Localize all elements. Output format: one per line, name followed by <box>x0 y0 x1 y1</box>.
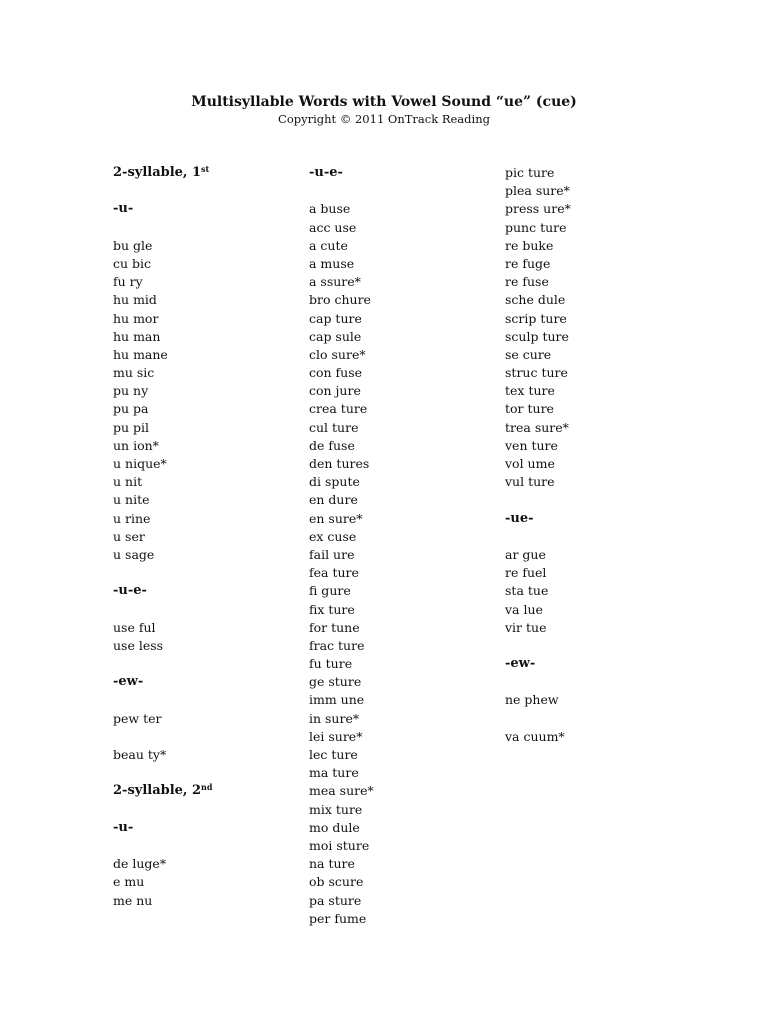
word-text: a buse <box>309 201 351 217</box>
word-text: va lue <box>505 601 543 617</box>
word-text: in sure* <box>309 710 360 726</box>
word-text: mea sure* <box>309 783 374 799</box>
word-text: ne phew <box>505 692 559 708</box>
blank-line <box>505 637 705 655</box>
word-text: beau ty* <box>113 747 167 762</box>
word-text: re fuel <box>505 565 547 581</box>
word-entry <box>113 637 313 655</box>
word-entry <box>113 382 313 400</box>
word-text: lec ture <box>309 747 358 762</box>
word-entry <box>113 455 313 473</box>
section-heading <box>113 782 313 800</box>
word-entry <box>309 782 509 800</box>
word-entry <box>309 801 509 819</box>
word-text: bu gle <box>113 237 153 253</box>
word-text: ob scure <box>309 874 364 890</box>
word-text: cu bic <box>113 255 152 271</box>
blank-line <box>113 655 313 673</box>
section-heading <box>113 582 313 600</box>
word-entry <box>309 437 509 455</box>
word-entry <box>309 673 509 691</box>
word-entry <box>309 219 509 237</box>
section-heading-text: -u-e- <box>309 165 343 180</box>
word-entry <box>113 310 313 328</box>
word-entry <box>113 855 313 873</box>
word-entry <box>113 528 313 546</box>
word-text: ven ture <box>505 437 558 453</box>
word-entry <box>309 837 509 855</box>
word-entry <box>505 255 705 273</box>
word-text: u ser <box>113 528 145 544</box>
word-text: a cute <box>309 237 348 253</box>
word-entry <box>505 291 705 309</box>
blank-line <box>113 182 313 200</box>
word-entry <box>505 219 705 237</box>
word-entry <box>113 237 313 255</box>
word-entry <box>113 437 313 455</box>
word-text: u sage <box>113 546 155 562</box>
word-text: pew ter <box>113 710 162 726</box>
word-entry <box>113 255 313 273</box>
ordinal-suffix: nd <box>201 782 213 793</box>
word-text: va cuum* <box>505 728 565 744</box>
word-text: per fume <box>309 910 367 926</box>
word-column-1 <box>113 164 313 910</box>
word-text: ge sture <box>309 674 362 690</box>
blank-line <box>113 691 313 709</box>
word-text: ex cuse <box>309 528 357 544</box>
word-text: con fuse <box>309 365 363 381</box>
word-entry <box>505 382 705 400</box>
word-text: re fuge <box>505 255 551 271</box>
word-entry <box>309 601 509 619</box>
blank-line <box>113 801 313 819</box>
section-heading <box>505 655 705 673</box>
word-text: pic ture <box>505 165 555 180</box>
word-text: fu ture <box>309 656 353 672</box>
word-entry <box>309 637 509 655</box>
word-entry <box>113 328 313 346</box>
word-text: en dure <box>309 492 358 508</box>
blank-line <box>309 182 509 200</box>
section-heading-text: -ew- <box>113 674 144 690</box>
word-text: a ssure* <box>309 274 361 290</box>
word-text: mu sic <box>113 365 155 381</box>
word-entry <box>113 892 313 910</box>
word-text: plea sure* <box>505 183 570 199</box>
word-text: re fuse <box>505 274 549 290</box>
word-text: na ture <box>309 856 355 872</box>
word-entry <box>309 200 509 218</box>
word-text: u rine <box>113 510 151 526</box>
word-entry <box>113 510 313 528</box>
word-text: punc ture <box>505 219 567 235</box>
word-text: crea ture <box>309 401 368 417</box>
word-entry <box>309 910 509 928</box>
word-entry <box>309 328 509 346</box>
word-text: use less <box>113 637 164 653</box>
word-entry <box>309 346 509 364</box>
word-entry <box>309 400 509 418</box>
word-text: for tune <box>309 619 360 635</box>
word-text: mix ture <box>309 801 363 817</box>
word-entry <box>505 364 705 382</box>
word-text: acc use <box>309 219 357 235</box>
word-entry <box>309 655 509 673</box>
word-text: pu pa <box>113 401 149 417</box>
word-text: vol ume <box>505 456 555 471</box>
word-text: ar gue <box>505 546 546 562</box>
word-entry <box>505 473 705 491</box>
word-entry <box>309 273 509 291</box>
word-text: u nit <box>113 474 143 490</box>
word-text: en sure* <box>309 510 363 526</box>
word-entry <box>113 400 313 418</box>
word-entry <box>505 310 705 328</box>
blank-line <box>505 491 705 509</box>
section-heading-text: -u- <box>113 819 134 835</box>
word-entry <box>309 291 509 309</box>
word-text: trea sure* <box>505 419 569 435</box>
word-text: me nu <box>113 892 153 908</box>
word-text: vul ture <box>505 474 555 490</box>
word-entry <box>113 364 313 382</box>
blank-line <box>113 601 313 619</box>
word-entry <box>309 455 509 473</box>
word-entry <box>505 546 705 564</box>
word-text: lei sure* <box>309 728 363 744</box>
word-text: sche dule <box>505 292 566 308</box>
word-entry <box>309 691 509 709</box>
word-entry <box>309 819 509 837</box>
word-entry <box>309 310 509 328</box>
word-entry <box>505 619 705 637</box>
word-text: re buke <box>505 237 554 253</box>
word-text: frac ture <box>309 637 365 653</box>
word-entry <box>309 892 509 910</box>
word-text: de fuse <box>309 437 355 453</box>
word-text: a muse <box>309 255 355 271</box>
word-entry <box>505 728 705 746</box>
word-text: cap ture <box>309 310 362 326</box>
word-entry <box>113 491 313 509</box>
ordinal-suffix: st <box>201 164 210 174</box>
word-text: fu ry <box>113 274 143 290</box>
word-text: moi sture <box>309 837 370 853</box>
word-text: sta tue <box>505 583 549 599</box>
word-entry <box>309 473 509 491</box>
word-entry <box>505 273 705 291</box>
word-text: scrip ture <box>505 310 567 326</box>
word-entry <box>309 237 509 255</box>
word-text: tor ture <box>505 401 554 417</box>
copyright-notice: Copyright © 2011 OnTrack Reading <box>278 112 490 126</box>
word-text: hu mid <box>113 292 157 308</box>
word-entry <box>113 273 313 291</box>
blank-line <box>113 728 313 746</box>
word-entry <box>505 691 705 709</box>
word-entry <box>113 710 313 728</box>
word-text: ma ture <box>309 765 359 781</box>
blank-line <box>505 673 705 691</box>
word-text: fail ure <box>309 546 355 562</box>
word-entry <box>113 419 313 437</box>
section-heading <box>113 200 313 218</box>
word-column-2 <box>309 164 509 928</box>
word-text: di spute <box>309 474 360 490</box>
word-text: fea ture <box>309 565 359 581</box>
word-text: hu mane <box>113 346 168 362</box>
section-heading-text: -ew- <box>505 656 536 672</box>
word-entry <box>309 746 509 764</box>
section-heading <box>309 164 509 182</box>
section-heading-text: -ue- <box>505 510 534 526</box>
word-text: e mu <box>113 874 145 890</box>
word-entry <box>113 873 313 891</box>
word-text: con jure <box>309 383 361 399</box>
section-heading <box>505 510 705 528</box>
word-entry <box>505 346 705 364</box>
blank-line <box>113 837 313 855</box>
word-entry <box>505 164 705 182</box>
word-entry <box>309 582 509 600</box>
word-entry <box>113 746 313 764</box>
word-text: imm une <box>309 692 365 708</box>
word-entry <box>505 400 705 418</box>
section-heading-text: 2-syllable, 1 <box>113 165 202 180</box>
section-heading-text: -u- <box>113 201 134 217</box>
word-text: fi gure <box>309 583 351 599</box>
blank-line <box>113 764 313 782</box>
word-text: hu man <box>113 328 161 344</box>
word-entry <box>113 546 313 564</box>
word-entry <box>505 182 705 200</box>
word-entry <box>309 528 509 546</box>
word-text: u nique* <box>113 456 167 471</box>
section-heading <box>113 819 313 837</box>
word-entry <box>309 873 509 891</box>
blank-line <box>505 710 705 728</box>
word-column-3 <box>505 164 705 746</box>
word-text: mo dule <box>309 819 360 835</box>
section-heading <box>113 164 313 182</box>
word-entry <box>505 564 705 582</box>
word-entry <box>309 419 509 437</box>
word-entry <box>309 546 509 564</box>
blank-line <box>505 528 705 546</box>
word-entry <box>505 437 705 455</box>
word-text: pa sture <box>309 892 362 908</box>
word-text: bro chure <box>309 292 371 308</box>
word-entry <box>309 382 509 400</box>
section-heading-text: 2-syllable, 2 <box>113 783 202 799</box>
word-entry <box>505 455 705 473</box>
word-text: hu mor <box>113 310 159 326</box>
word-entry <box>113 291 313 309</box>
word-text: cul ture <box>309 419 359 435</box>
word-entry <box>309 491 509 509</box>
word-text: vir tue <box>505 619 547 635</box>
word-text: struc ture <box>505 365 568 381</box>
word-entry <box>113 346 313 364</box>
word-text: press ure* <box>505 201 571 217</box>
word-text: clo sure* <box>309 346 366 362</box>
page-title: Multisyllable Words with Vowel Sound “ue” (cue) <box>191 94 577 110</box>
word-entry <box>309 728 509 746</box>
word-text: un ion* <box>113 437 159 453</box>
word-entry <box>505 200 705 218</box>
word-entry <box>309 510 509 528</box>
word-text: de luge* <box>113 856 167 872</box>
word-text: use ful <box>113 619 156 635</box>
word-entry <box>309 855 509 873</box>
word-entry <box>309 255 509 273</box>
word-entry <box>505 582 705 600</box>
word-text: tex ture <box>505 383 555 399</box>
word-text: pu pil <box>113 419 150 435</box>
word-text: u nite <box>113 492 150 508</box>
section-heading <box>113 673 313 691</box>
word-entry <box>113 619 313 637</box>
word-entry <box>309 619 509 637</box>
word-text: den tures <box>309 456 370 471</box>
word-entry <box>505 419 705 437</box>
word-text: se cure <box>505 346 552 362</box>
blank-line <box>113 219 313 237</box>
word-entry <box>505 328 705 346</box>
word-text: sculp ture <box>505 328 569 344</box>
word-text: pu ny <box>113 383 149 399</box>
blank-line <box>113 564 313 582</box>
word-text: fix ture <box>309 601 355 617</box>
word-entry <box>309 710 509 728</box>
section-heading-text: -u-e- <box>113 583 147 599</box>
word-entry <box>505 601 705 619</box>
word-text: cap sule <box>309 328 362 344</box>
word-entry <box>113 473 313 491</box>
word-entry <box>309 364 509 382</box>
word-entry <box>309 764 509 782</box>
word-entry <box>309 564 509 582</box>
word-entry <box>505 237 705 255</box>
